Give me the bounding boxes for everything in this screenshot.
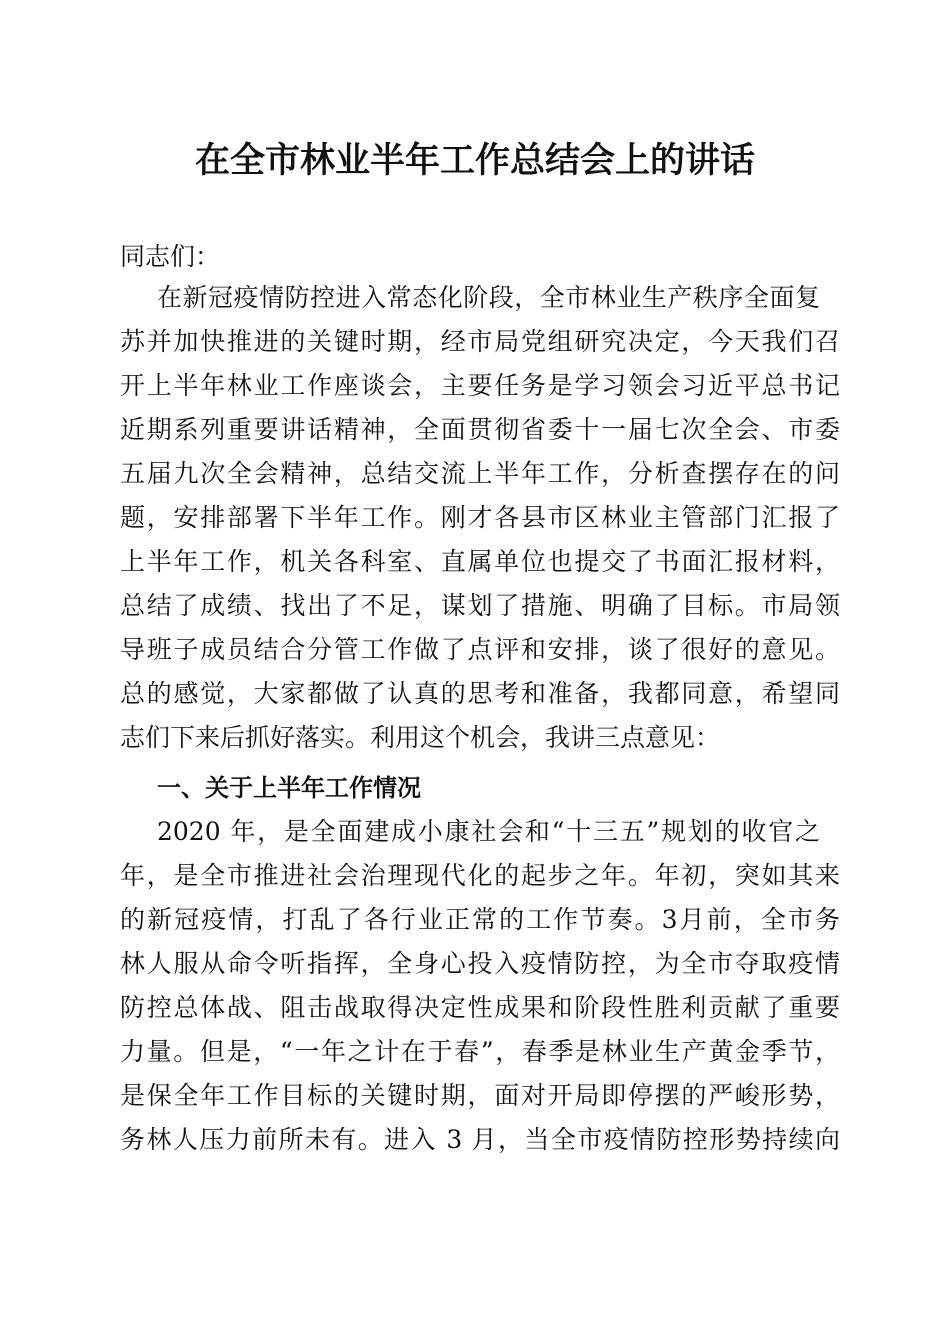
paragraph-line: 力量。但是，“一年之计在于春”，春季是林业生产黄金季节， [120, 1037, 840, 1066]
section-heading: 一、关于上半年工作情况 [157, 774, 421, 802]
paragraph-line: 总的感觉，大家都做了认真的思考和准备，我都同意，希望同 [120, 679, 840, 708]
paragraph-line: 开上半年林业工作座谈会，主要任务是学习领会习近平总书记 [120, 371, 840, 400]
paragraph-line: 年，是全市推进社会治理现代化的起步之年。年初，突如其来 [120, 861, 840, 890]
paragraph-line: 题，安排部署下半年工作。刚才各县市区林业主管部门汇报了 [120, 503, 840, 532]
paragraph-line: 五届九次全会精神，总结交流上半年工作，分析查摆存在的问 [120, 459, 840, 488]
paragraph-line: 近期系列重要讲话精神，全面贯彻省委十一届七次全会、市委 [120, 415, 840, 444]
paragraph-line: 的新冠疫情，打乱了各行业正常的工作节奏。3月前，全市务 [120, 905, 840, 934]
salutation: 同志们： [120, 242, 221, 271]
paragraph-line: 是保全年工作目标的关键时期，面对开局即停摆的严峻形势， [120, 1081, 840, 1110]
paragraph-line: 林人服从命令听指挥，全身心投入疫情防控，为全市夺取疫情 [120, 949, 840, 978]
paragraph-line: 苏并加快推进的关键时期，经市局党组研究决定，今天我们召 [120, 327, 840, 356]
paragraph-line: 导班子成员结合分管工作做了点评和安排，谈了很好的意见。 [120, 635, 840, 664]
paragraph-line: 2020 年，是全面建成小康社会和“十三五”规划的收官之 [157, 817, 820, 846]
paragraph-line: 上半年工作，机关各科室、直属单位也提交了书面汇报材料， [120, 547, 840, 576]
paragraph-line: 防控总体战、阻击战取得决定性成果和阶段性胜利贡献了重要 [120, 993, 840, 1022]
paragraph-line: 在新冠疫情防控进入常态化阶段，全市林业生产秩序全面复 [157, 283, 820, 312]
document-title: 在全市林业半年工作总结会上的讲话 [194, 140, 755, 181]
paragraph-line: 总结了成绩、找出了不足，谋划了措施、明确了目标。市局领 [120, 591, 840, 620]
paragraph-line: 志们下来后抓好落实。利用这个机会，我讲三点意见： [120, 723, 721, 752]
paragraph-line: 务林人压力前所未有。进入 3 月，当全市疫情防控形势持续向 [120, 1125, 840, 1154]
